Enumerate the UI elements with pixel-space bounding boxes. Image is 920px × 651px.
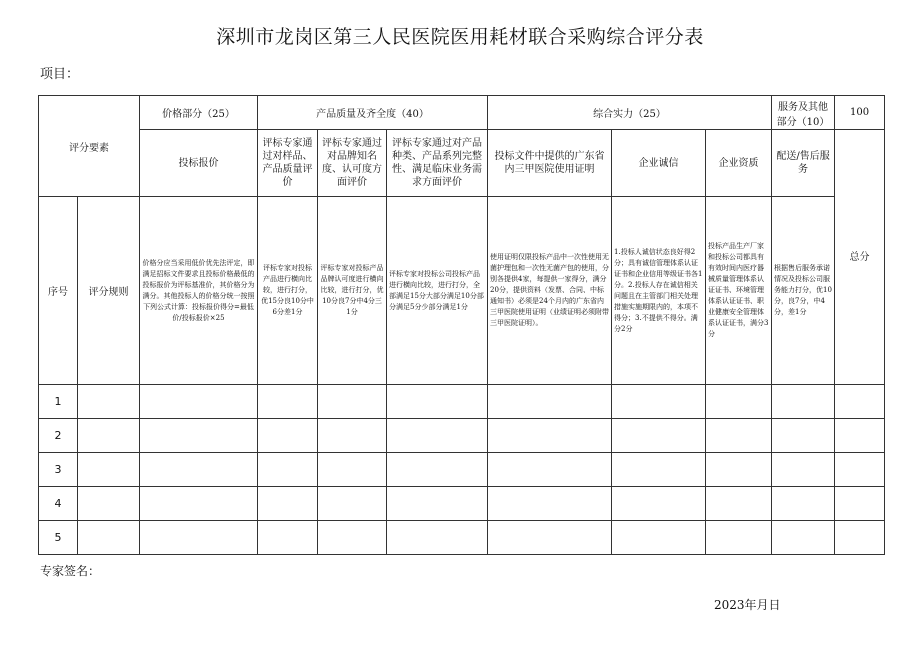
- strength-group-header: 综合实力（25）: [488, 96, 772, 130]
- score-cell[interactable]: [78, 521, 140, 555]
- price-group-header: 价格部分（25）: [140, 96, 258, 130]
- total-score-label: 总分: [835, 130, 885, 385]
- cert-header: 投标文件中提供的广东省内三甲医院使用证明: [488, 130, 612, 197]
- table-row: [39, 453, 885, 487]
- brand-header: 评标专家通过对品牌知名度、认可度方面评价: [318, 130, 387, 197]
- score-cell[interactable]: [835, 521, 885, 555]
- score-cell[interactable]: [706, 453, 772, 487]
- score-cell[interactable]: [706, 487, 772, 521]
- score-cell[interactable]: [318, 419, 387, 453]
- score-cell[interactable]: [318, 487, 387, 521]
- row-number: 1: [39, 385, 78, 419]
- row-number: 2: [39, 419, 78, 453]
- score-cell[interactable]: [488, 487, 612, 521]
- score-cell[interactable]: [258, 419, 318, 453]
- score-cell[interactable]: [258, 453, 318, 487]
- row-number: 4: [39, 487, 78, 521]
- seq-label: 序号: [39, 197, 78, 385]
- integrity-header: 企业诚信: [612, 130, 706, 197]
- table-row: [39, 385, 885, 419]
- score-cell[interactable]: [706, 385, 772, 419]
- bid-price-rule: 价格分应当采用低价优先法评定，即满足招标文件要求且投标价格最低的投标报价为评标基准价，其价格分为满分。其他投标人的价格分统一按照下列公式计算：投标报价得分=最低价/投标报价×25: [140, 197, 258, 385]
- score-cell[interactable]: [387, 487, 488, 521]
- qualification-rule: 投标产品生产厂家和投标公司都具有有效时间内医疗器械质量管理体系认证证书、环境管理体系认证证书、职业健康安全管理体系认证证书，满分3分: [706, 197, 772, 385]
- eval-factors-label: 评分要素: [39, 96, 140, 197]
- score-cell[interactable]: [387, 453, 488, 487]
- score-cell[interactable]: [772, 521, 835, 555]
- scoring-table: [38, 95, 885, 555]
- score-cell[interactable]: [140, 521, 258, 555]
- score-cell[interactable]: [772, 453, 835, 487]
- score-cell[interactable]: [258, 521, 318, 555]
- score-cell[interactable]: [387, 419, 488, 453]
- expert-signature-label: 专家签名：: [40, 564, 101, 578]
- score-cell[interactable]: [835, 385, 885, 419]
- score-cell[interactable]: [140, 453, 258, 487]
- score-cell[interactable]: [258, 487, 318, 521]
- delivery-header: 配送/售后服务: [772, 130, 835, 197]
- score-cell[interactable]: [612, 453, 706, 487]
- score-cell[interactable]: [488, 419, 612, 453]
- variety-rule: 评标专家对投标公司投标产品进行横向比较，进行打分，全部满足15分大部分满足10分部分满足5分少部分满足1分: [387, 197, 488, 385]
- variety-header: 评标专家通过对产品种类、产品系列完整性、满足临床业务需求方面评价: [387, 130, 488, 197]
- samples-header: 评标专家通过对样品、产品质量评价: [258, 130, 318, 197]
- score-cell[interactable]: [258, 385, 318, 419]
- score-cell[interactable]: [772, 419, 835, 453]
- score-cell[interactable]: [488, 453, 612, 487]
- table-row: [39, 419, 885, 453]
- score-cell[interactable]: [612, 419, 706, 453]
- brand-rule: 评标专家对投标产品品牌认可度进行横向比较，进行打分，优10分良7分中4分三1分: [318, 197, 387, 385]
- service-group-header: 服务及其他部分（10）: [772, 96, 835, 130]
- cert-rule: 使用证明仅限投标产品中一次性使用无菌护理包和一次性无菌产包的使用，分别各提供4家，每提供一家得分，满分20分，提供资料（发票、合同、中标通知书）必须是24个月内的广东省内三甲医院使用证明（业绩证明必须附带三甲医院证明）。: [488, 197, 612, 385]
- score-cell[interactable]: [318, 521, 387, 555]
- score-cell[interactable]: [706, 419, 772, 453]
- bid-price-header: 投标报价: [140, 130, 258, 197]
- score-cell[interactable]: [706, 521, 772, 555]
- quality-group-header: 产品质量及齐全度（40）: [258, 96, 488, 130]
- score-cell[interactable]: [140, 487, 258, 521]
- rule-label: 评分规则: [78, 197, 140, 385]
- score-cell[interactable]: [387, 385, 488, 419]
- score-cell[interactable]: [772, 385, 835, 419]
- delivery-rule: 根据售后服务承诺情况及投标公司服务能力打分，优10分，良7分，中4分，差1分: [772, 197, 835, 385]
- score-cell[interactable]: [612, 487, 706, 521]
- score-cell[interactable]: [387, 521, 488, 555]
- integrity-rule: 1.投标人诚信状态良好得2分；具有诚信管理体系认证证书和企业信用等级证书各1分。2.投标人存在诚信相关问题且在主管部门相关处理措施实施期限内的，本项不得分；3.不提供不得分。满分2分: [612, 197, 706, 385]
- score-cell[interactable]: [835, 419, 885, 453]
- score-cell[interactable]: [612, 521, 706, 555]
- qualification-header: 企业资质: [706, 130, 772, 197]
- score-cell[interactable]: [488, 385, 612, 419]
- score-cell[interactable]: [78, 453, 140, 487]
- score-cell[interactable]: [78, 419, 140, 453]
- project-label: 项目：: [40, 67, 80, 82]
- score-cell[interactable]: [488, 521, 612, 555]
- score-cell[interactable]: [318, 453, 387, 487]
- total-points: 100: [835, 96, 885, 130]
- score-cell[interactable]: [140, 419, 258, 453]
- score-cell[interactable]: [835, 487, 885, 521]
- score-cell[interactable]: [318, 385, 387, 419]
- score-cell[interactable]: [835, 453, 885, 487]
- date-line: 2023年月日: [714, 598, 781, 612]
- score-cell[interactable]: [78, 487, 140, 521]
- table-row: [39, 487, 885, 521]
- form-title: 深圳市龙岗区第三人民医院医用耗材联合采购综合评分表: [216, 26, 704, 48]
- samples-rule: 评标专家对投标产品进行横向比较，进行打分，优15分良10分中6分差1分: [258, 197, 318, 385]
- table-row: [39, 521, 885, 555]
- score-cell[interactable]: [772, 487, 835, 521]
- score-cell[interactable]: [78, 385, 140, 419]
- score-cell[interactable]: [140, 385, 258, 419]
- row-number: 5: [39, 521, 78, 555]
- row-number: 3: [39, 453, 78, 487]
- score-cell[interactable]: [612, 385, 706, 419]
